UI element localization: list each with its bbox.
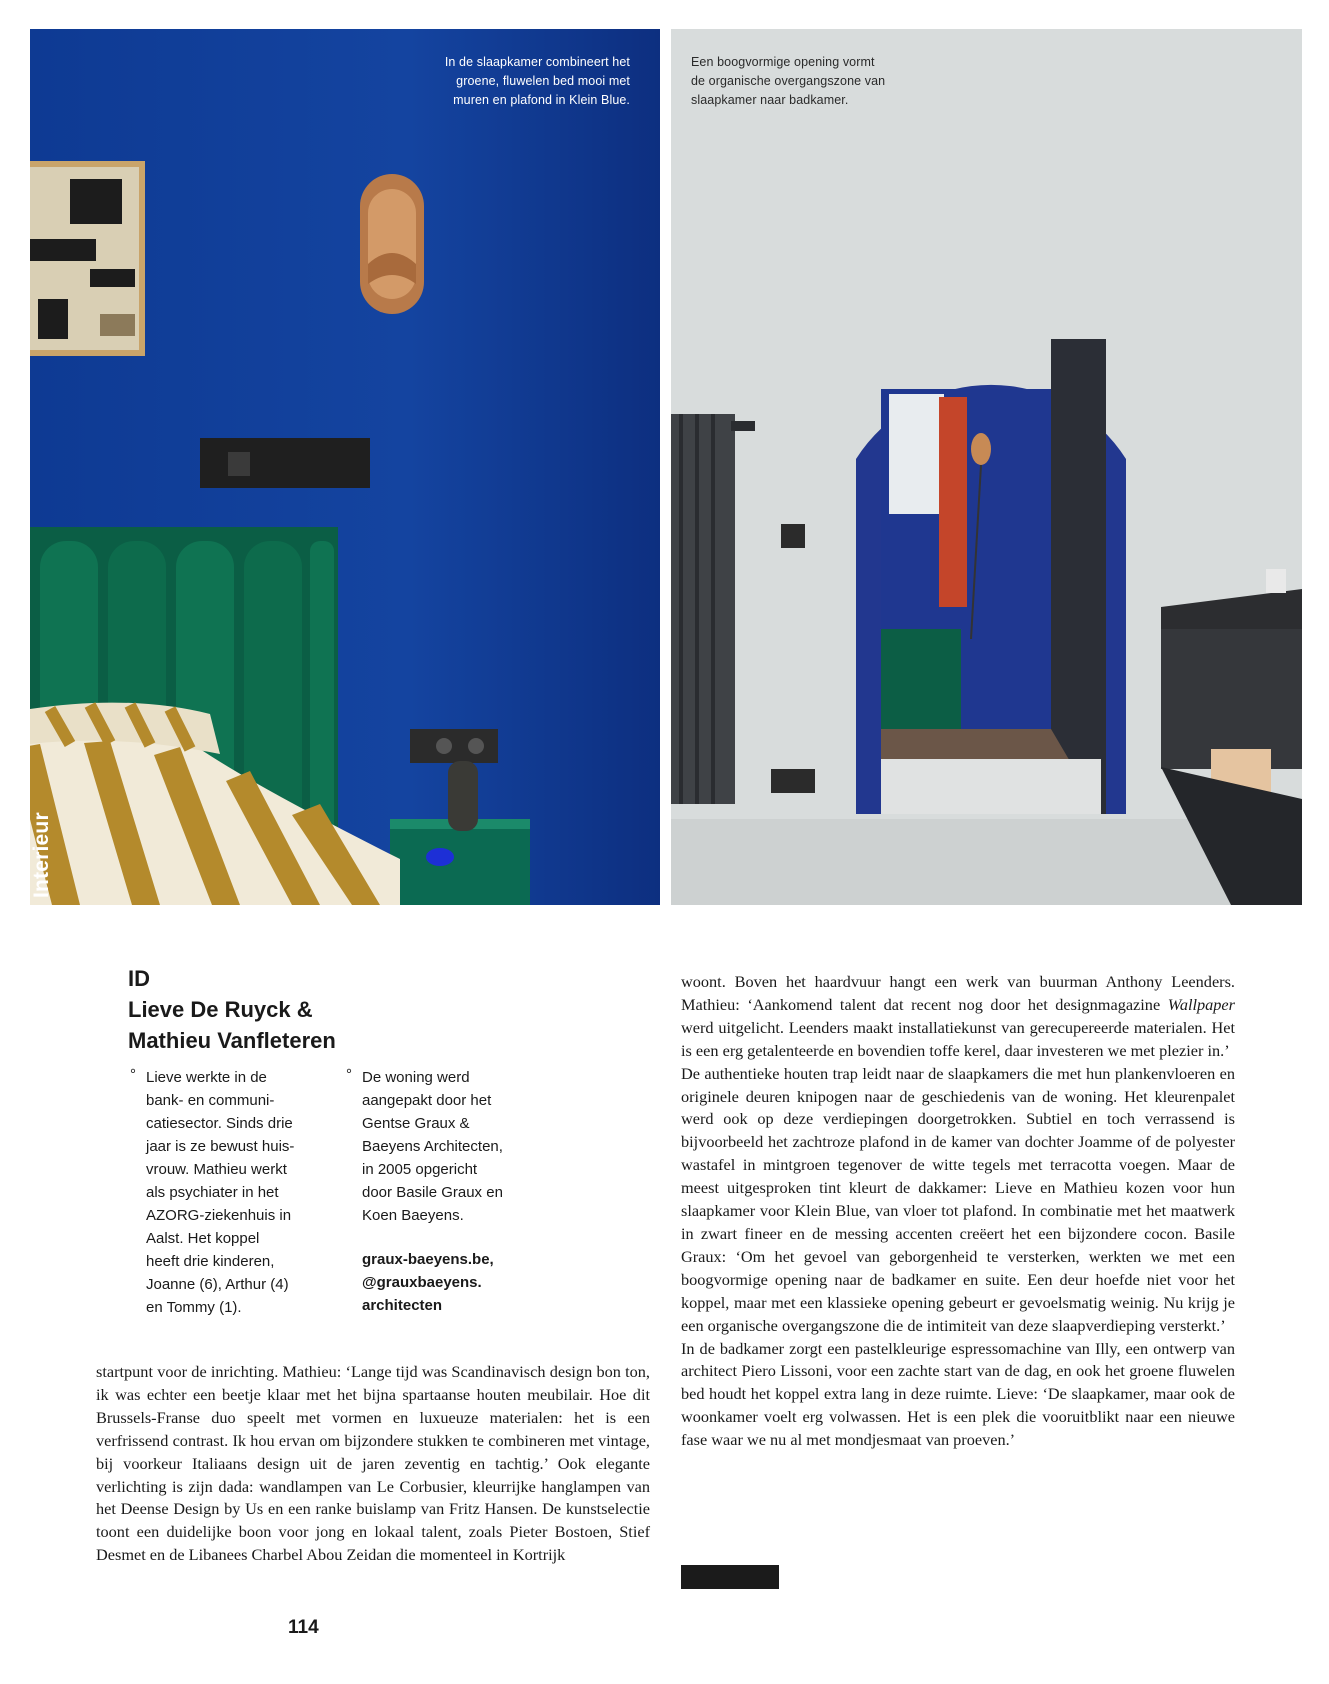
bio-line: Aalst. Het koppel xyxy=(146,1230,260,1247)
bio-line: heeft drie kinderen, xyxy=(146,1253,275,1270)
bio-line: De woning werd xyxy=(362,1069,470,1086)
body-paragraph: De authentieke houten trap leidt naar de slaapkamers die met hun plankenvloeren en originele deuren knipogen naar de geschiedenis van de woning. Het kleurenpalet werd ook op deze verdiepingen doorgetrokken. Subtiel en toch verrassend is bijvoorbeeld het zachtroze plafond in de kamer van dochter Joamme of de polyester wastafel in mintgroen tegenover de witte tegels met terracotta voegen. Maar de meest uitgesproken tint kleurt de dakkamer: Lieve en Mathieu kozen voor hun slaapkamer voor Klein Blue, van vloer tot plafond. In combinatie met het maatwerk in zwart fineer en de messing accenten creëert het een bijzondere cocon. Basile Graux: ‘Om het gevoel van geborgenheid te versterken, werkten we met een boogvormige opening naar de badkamer en suite. Een deur hoefde niet voor het koppel, maar met een klassieke opening gebeurt er gevoelsmatig weinig. Nu krijg je een organische overgangszone die de intimiteit van deze slaapverdieping versterkt.’ xyxy=(681,1063,1235,1335)
caption-line: slaapkamer naar badkamer. xyxy=(691,93,849,107)
bio-line: jaar is ze bewust huis- xyxy=(146,1138,295,1155)
bio-line: aangepakt door het xyxy=(362,1092,492,1109)
caption-line: groene, fluwelen bed mooi met xyxy=(456,74,630,88)
bio-line: in 2005 opgericht xyxy=(362,1161,478,1178)
instagram-handle[interactable]: architecten xyxy=(362,1297,443,1314)
terracotta-wall-sculpture xyxy=(360,174,424,314)
section-label: Interieur xyxy=(30,812,53,898)
caption-line: muren en plafond in Klein Blue. xyxy=(453,93,630,107)
caption-line: de organische overgangszone van xyxy=(691,74,886,88)
bio-line: Koen Baeyens. xyxy=(362,1207,464,1224)
bio-line: catiesector. Sinds drie xyxy=(146,1115,293,1132)
bullet: ° xyxy=(346,1066,352,1083)
body-column-right xyxy=(681,971,1235,1452)
caption-arch xyxy=(691,53,951,110)
body-text: werd uitgelicht. Leenders maakt installatiekunst van gerecupereerde materialen. Het is een erg getalenteerde en bovendien toffe kerel, daar investeren we met plezier in.’ xyxy=(681,1017,1235,1060)
bio-line: als psychiater in het xyxy=(146,1184,279,1201)
bio-line: en Tommy (1). xyxy=(146,1299,242,1316)
owner-names: Lieve De Ruyck & xyxy=(128,997,313,1022)
bio-architects xyxy=(346,1066,542,1227)
bio-line: AZORG-ziekenhuis in xyxy=(146,1207,292,1224)
bio-line: Joanne (6), Arthur (4) xyxy=(146,1276,289,1293)
wall-socket xyxy=(771,769,815,793)
body-paragraph: In de badkamer zorgt een pastelkleurige espressomachine van Illy, een ontwerp van architect Piero Lissoni, voor een zachte start van de dag, en ook het groene fluwelen bed houdt het koppel extra lang in deze ruimte. Lieve: ‘De slaapkamer, maar ook de woonkamer voelt erg volwassen. Het is een plek die vooruitblikt naar een nieuwe fase waar we nu al met mondjesmaat van proeven.’ xyxy=(681,1338,1235,1450)
body-paragraph: startpunt voor de inrichting. Mathieu: ‘Lange tijd was Scandinavisch design bon ton, ik was echter een beetje klaar met het bijna spartaanse houten meubilair. Hoe dit Brussels-Franse duo speelt met vormen en luxueuze materialen: het is een verfrissend contrast. Ik hou ervan om bijzondere stukken te combineren met vintage, bij voorkeur Italiaans design uit de jaren zeventig en tachtig.’ Ook elegante verlichting is zijn dada: wandlampen van Le Corbusier, kleurrijke hanglampen van het Deense Design by Us en een ranke buislamp van Fritz Hansen. De kunstselectie toont een duidelijke boon voor jong en lokaal talent, zoals Pieter Bostoen, Stief Desmet en de Libanees Charbel Abou Zeidan die momenteel in Kortrijk xyxy=(96,1362,650,1565)
id-heading xyxy=(128,963,336,1056)
end-mark xyxy=(681,1565,779,1589)
bullet: ° xyxy=(130,1066,136,1083)
page-number: 114 xyxy=(288,1617,319,1638)
bio-line: bank- en communi- xyxy=(146,1092,275,1109)
socket-plate xyxy=(410,729,498,763)
photo-arch-opening xyxy=(671,29,1302,905)
caption-bedroom xyxy=(370,53,630,110)
body-paragraph xyxy=(681,971,1235,1063)
magazine-title: Wallpaper xyxy=(1167,994,1235,1014)
bio-line: Lieve werkte in de xyxy=(146,1069,267,1086)
bedroom-illustration xyxy=(30,29,660,905)
bio-line: Baeyens Architecten, xyxy=(362,1138,503,1155)
body-text: woont. Boven het haardvuur hangt een werk van buurman Anthony Leenders. Mathieu: ‘Aankomend talent dat recent nog door het designmagazine xyxy=(681,972,1235,1014)
bio-line: Gentse Graux & xyxy=(362,1115,470,1132)
light-switch xyxy=(781,524,805,548)
artwork-frame xyxy=(30,161,145,356)
photo-bedroom xyxy=(30,29,660,905)
bio-line: door Basile Graux en xyxy=(362,1184,503,1201)
bio-residents xyxy=(130,1066,326,1319)
caption-line: Een boogvormige opening vormt xyxy=(691,55,875,69)
arch-illustration xyxy=(671,29,1302,905)
owner-names: Mathieu Vanfleteren xyxy=(128,1028,336,1053)
body-column-left xyxy=(96,1361,650,1567)
blue-arch xyxy=(856,339,1126,814)
wall-reading-lamp xyxy=(200,438,370,488)
website-link[interactable]: graux-baeyens.be, xyxy=(362,1251,494,1268)
instagram-handle[interactable]: @grauxbaeyens. xyxy=(362,1274,482,1291)
bio-line: vrouw. Mathieu werkt xyxy=(146,1161,287,1178)
caption-line: In de slaapkamer combineert het xyxy=(444,55,630,69)
id-label: ID xyxy=(128,966,150,991)
architect-links[interactable] xyxy=(362,1248,494,1317)
